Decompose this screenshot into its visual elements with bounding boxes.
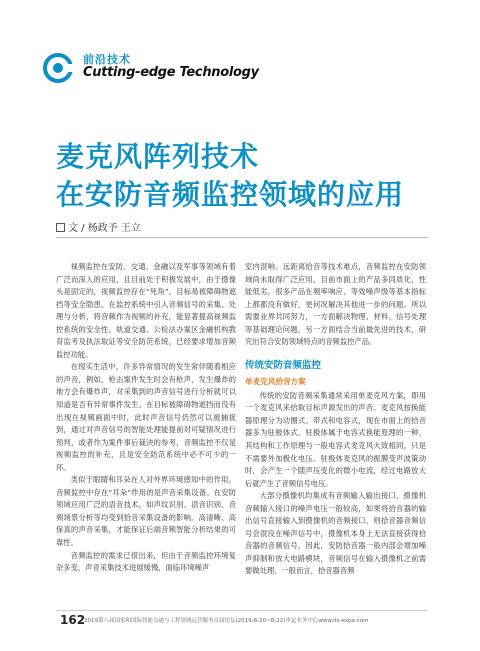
body-paragraph: 音频监控的需求已很出来，但由于音频监控环境复杂多变，声音采集技术进展缓慢，面临环境噪声	[56, 550, 236, 573]
logo-c-icon	[43, 53, 73, 83]
body-paragraph: 传统的安防音频采集通常采用单麦克风方案，即用一个麦克风来拾取目标声源发出的声音。麦克风按换能器原理分为动圈式、带式和电容式，现在市面上的拾音器多为驻极体式。驻极体属于电容式换能原理的一种，其结构和工作原理与一般电容式麦克风大致相同，只是不需要外加极化电压。驻极体麦克风的振膜受声波策动时，会产生一个随声压变化的微小电流，经过电路放大后就产生了音频信号电压。	[245, 390, 426, 488]
article-title	[56, 138, 404, 214]
section-label-en: Cutting-edge Technology	[83, 65, 259, 80]
byline	[56, 219, 141, 234]
byline-text: 文 / 杨政予 王立	[68, 223, 141, 234]
body-paragraph: 大部分摄像机均集成有音频输入输出接口，摄像机音频输入接口的噪声电压一般较高，如果将拾音器的输出信号直接输入到摄像机的音频接口，则拾音器音频信号会混没在噪声信号中，摄像机本身上无法直接获得拾音器的音频信号，因此，安防拾音器一般内部会增加噪声抑制和放大电路模块，音频信号在输入摄像机之前需要做处理。一般而言，拾音器音频	[245, 491, 426, 576]
footer-divider	[56, 610, 428, 611]
body-paragraph: 室内混响、远距离拾音等技术难点，音频监控在安防领域尚未取得广泛应用，目前市面上的产品多同质化，性能低劣，很多产品在频率响应、等效噪声级等基本指标上都都没有做好，更何况解决其他进一步的问题。所以需要业界共同努力，一方面解决物理、材料、信号处理等基础理论问题，另一方面结合当前最先进的技术，研究出符合安防领域特点的音频监控产品。	[245, 262, 426, 347]
title-divider	[56, 237, 428, 238]
page-number: 162	[60, 613, 86, 627]
byline-square-icon	[56, 223, 65, 232]
section-heading: 传统安防音频监控	[245, 359, 322, 371]
article-title-line-2: 在安防音频监控领域的应用	[56, 178, 405, 211]
right-column	[245, 261, 426, 578]
left-column	[56, 261, 236, 575]
section-label-cn: 前沿技术	[83, 53, 131, 66]
footer-text: 2019第八届国家和国际智能交通与工程领域运营服务首届论坛(2019-8-20~8-22)审定业务中心www.its-expo.com	[84, 618, 369, 624]
body-paragraph: 在现实生活中，许多异常情况的发生常伴随着相应的声音，例如，枪击案件发生时会有枪声，发生爆炸的地方会有爆炸声，对采集到的声音信号进行分析就可以知道是否有异常事件发生。在目标被障碍物遮挡而没有出现在视频画面中时，此时声音信号仍然可以被捕捉到，通过对声音信号的智能处理能提前对可疑情况进行预判，或者作为案件事后裁决的参考，音频监控不仅是视频监控的补充，且是安全防范系统中必不可少的一环。	[56, 362, 236, 472]
sub-heading: 单麦克风拾音方案	[245, 376, 306, 386]
article-title-line-1: 麦克风阵列技术	[56, 140, 260, 173]
body-paragraph: 类似于眼睛和耳朵在人对外界环境感知中的作用，音频监控中存在“耳朵”作用的是声音采集设备。在安防领域应用广泛的语音技术，如声纹识别、语音识别、音频场景分析等均受到拾音采集设备的影响。高清晰、高保真的声音采集，才能保证后端音频智能分析结果的可靠性。	[56, 475, 236, 548]
body-paragraph: 视频监控在安防、交通、金融以及军事等领域有着广泛而深入的应用，且目前处于积极发展中，由于摄像头是固定的，视频监控存在“死角”，目标易被障碍物遮挡等安全隐患。在监控系统中引入音频信号的采集、处理与分析，将音频作为视频的补充，能显著提高视频监控系统的安全性。轨道交通、公检法办案区金融机构教育监考及执法取证等安全防范系统，已经要求增加音频监控功能。	[56, 262, 236, 359]
